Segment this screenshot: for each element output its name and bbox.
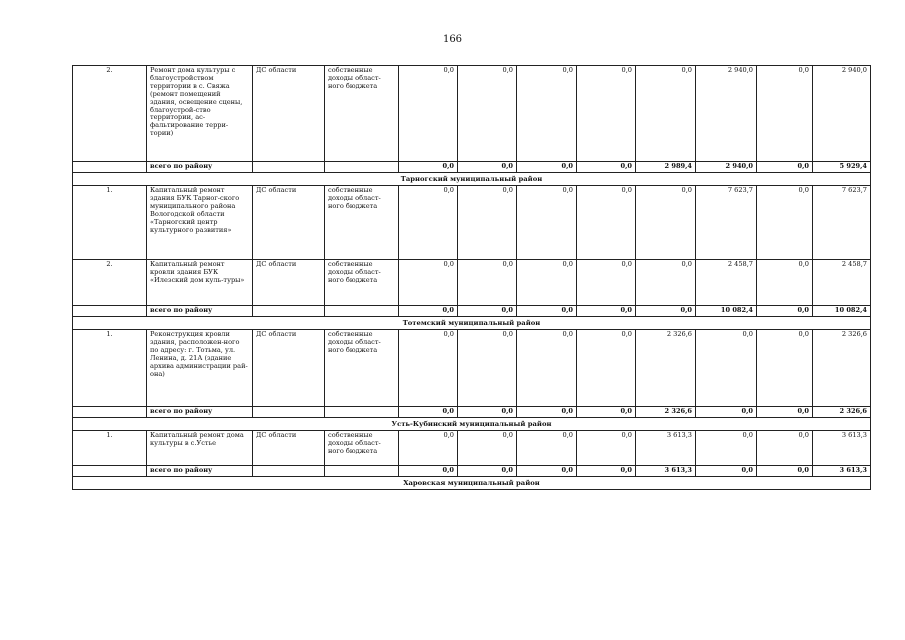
district-name: Усть-Кубинский муниципальный район bbox=[73, 418, 871, 431]
value-cell-6: 2 458,7 bbox=[696, 260, 757, 306]
value-cell-1: 0,0 bbox=[399, 260, 458, 306]
value-cell-2: 0,0 bbox=[458, 260, 517, 306]
customer: ДС области bbox=[253, 431, 325, 466]
project-name: Капитальный ремонт кровли здания БУК «Илезский дом куль-туры» bbox=[147, 260, 253, 306]
total-label: всего по району bbox=[147, 306, 253, 317]
funding-source: собственные доходы област-ного бюджета bbox=[325, 260, 399, 306]
district-name: Тотемский муниципальный район bbox=[73, 316, 871, 329]
total-value-1: 0,0 bbox=[399, 466, 458, 477]
total-value-3: 0,0 bbox=[517, 466, 577, 477]
district-header-row bbox=[73, 418, 871, 431]
value-cell-4: 0,0 bbox=[577, 330, 636, 407]
value-cell-5: 0,0 bbox=[636, 186, 696, 260]
district-total-row bbox=[73, 407, 871, 418]
project-name: Капитальный ремонт дома культуры в с.Устье bbox=[147, 431, 253, 466]
project-name: Капитальный ремонт здания БУК Тарног-ского муниципального района Вологодской области «Тарногский центр культурного развития» bbox=[147, 186, 253, 260]
row-number: 2. bbox=[73, 66, 147, 162]
customer: ДС области bbox=[253, 260, 325, 306]
total-value-2: 0,0 bbox=[458, 407, 517, 418]
table-row bbox=[73, 186, 871, 260]
value-cell-2: 0,0 bbox=[458, 186, 517, 260]
customer: ДС области bbox=[253, 330, 325, 407]
total-value-8: 5 929,4 bbox=[813, 162, 871, 173]
total-value-2: 0,0 bbox=[458, 466, 517, 477]
total-value-7: 0,0 bbox=[757, 306, 813, 317]
total-empty-cell bbox=[73, 306, 147, 317]
total-value-5: 2 989,4 bbox=[636, 162, 696, 173]
table-body bbox=[73, 66, 871, 490]
value-cell-4: 0,0 bbox=[577, 186, 636, 260]
value-cell-7: 0,0 bbox=[757, 431, 813, 466]
total-value-4: 0,0 bbox=[577, 407, 636, 418]
total-empty-cell bbox=[325, 466, 399, 477]
total-empty-cell bbox=[325, 162, 399, 173]
value-cell-4: 0,0 bbox=[577, 431, 636, 466]
total-value-7: 0,0 bbox=[757, 466, 813, 477]
total-empty-cell bbox=[325, 306, 399, 317]
value-cell-3: 0,0 bbox=[517, 260, 577, 306]
value-cell-6: 0,0 bbox=[696, 431, 757, 466]
table-row bbox=[73, 66, 871, 162]
value-cell-3: 0,0 bbox=[517, 431, 577, 466]
district-header-row bbox=[73, 477, 871, 490]
total-value-5: 3 613,3 bbox=[636, 466, 696, 477]
value-cell-2: 0,0 bbox=[458, 431, 517, 466]
total-value-6: 0,0 bbox=[696, 407, 757, 418]
table-row bbox=[73, 260, 871, 306]
value-cell-1: 0,0 bbox=[399, 330, 458, 407]
total-value-3: 0,0 bbox=[517, 306, 577, 317]
value-cell-5: 2 326,6 bbox=[636, 330, 696, 407]
total-value-4: 0,0 bbox=[577, 466, 636, 477]
customer: ДС области bbox=[253, 186, 325, 260]
district-header-row bbox=[73, 316, 871, 329]
total-empty-cell bbox=[73, 162, 147, 173]
total-value-2: 0,0 bbox=[458, 306, 517, 317]
value-cell-7: 0,0 bbox=[757, 330, 813, 407]
table-row bbox=[73, 431, 871, 466]
total-empty-cell bbox=[253, 306, 325, 317]
total-value-5: 0,0 bbox=[636, 306, 696, 317]
table-row bbox=[73, 330, 871, 407]
total-label: всего по району bbox=[147, 407, 253, 418]
value-cell-8: 7 623,7 bbox=[813, 186, 871, 260]
district-name: Харовская муниципальный район bbox=[73, 477, 871, 490]
total-value-4: 0,0 bbox=[577, 162, 636, 173]
total-value-1: 0,0 bbox=[399, 407, 458, 418]
total-empty-cell bbox=[325, 407, 399, 418]
total-value-5: 2 326,6 bbox=[636, 407, 696, 418]
total-empty-cell bbox=[253, 466, 325, 477]
total-value-7: 0,0 bbox=[757, 407, 813, 418]
value-cell-1: 0,0 bbox=[399, 186, 458, 260]
value-cell-7: 0,0 bbox=[757, 186, 813, 260]
customer: ДС области bbox=[253, 66, 325, 162]
total-empty-cell bbox=[253, 407, 325, 418]
value-cell-5: 0,0 bbox=[636, 66, 696, 162]
value-cell-6: 2 940,0 bbox=[696, 66, 757, 162]
total-value-1: 0,0 bbox=[399, 306, 458, 317]
total-value-2: 0,0 bbox=[458, 162, 517, 173]
value-cell-8: 2 326,6 bbox=[813, 330, 871, 407]
row-number: 1. bbox=[73, 330, 147, 407]
budget-table bbox=[72, 65, 871, 490]
value-cell-4: 0,0 bbox=[577, 66, 636, 162]
total-value-8: 3 613,3 bbox=[813, 466, 871, 477]
value-cell-7: 0,0 bbox=[757, 260, 813, 306]
total-value-3: 0,0 bbox=[517, 162, 577, 173]
funding-source: собственные доходы област-ного бюджета bbox=[325, 431, 399, 466]
funding-source: собственные доходы област-ного бюджета bbox=[325, 330, 399, 407]
value-cell-6: 7 623,7 bbox=[696, 186, 757, 260]
total-value-7: 0,0 bbox=[757, 162, 813, 173]
value-cell-8: 2 458,7 bbox=[813, 260, 871, 306]
district-total-row bbox=[73, 466, 871, 477]
value-cell-5: 3 613,3 bbox=[636, 431, 696, 466]
row-number: 1. bbox=[73, 431, 147, 466]
total-value-6: 2 940,0 bbox=[696, 162, 757, 173]
total-label: всего по району bbox=[147, 162, 253, 173]
district-name: Тарногский муниципальный район bbox=[73, 172, 871, 185]
value-cell-7: 0,0 bbox=[757, 66, 813, 162]
value-cell-8: 3 613,3 bbox=[813, 431, 871, 466]
total-value-4: 0,0 bbox=[577, 306, 636, 317]
value-cell-1: 0,0 bbox=[399, 66, 458, 162]
total-value-8: 2 326,6 bbox=[813, 407, 871, 418]
value-cell-3: 0,0 bbox=[517, 330, 577, 407]
total-value-1: 0,0 bbox=[399, 162, 458, 173]
value-cell-3: 0,0 bbox=[517, 66, 577, 162]
district-total-row bbox=[73, 162, 871, 173]
funding-source: собственные доходы област-ного бюджета bbox=[325, 186, 399, 260]
district-header-row bbox=[73, 172, 871, 185]
value-cell-2: 0,0 bbox=[458, 66, 517, 162]
total-value-3: 0,0 bbox=[517, 407, 577, 418]
total-empty-cell bbox=[253, 162, 325, 173]
district-total-row bbox=[73, 306, 871, 317]
total-empty-cell bbox=[73, 407, 147, 418]
value-cell-4: 0,0 bbox=[577, 260, 636, 306]
value-cell-6: 0,0 bbox=[696, 330, 757, 407]
value-cell-1: 0,0 bbox=[399, 431, 458, 466]
page-number: 166 bbox=[442, 34, 463, 45]
value-cell-5: 0,0 bbox=[636, 260, 696, 306]
total-label: всего по району bbox=[147, 466, 253, 477]
total-value-6: 10 082,4 bbox=[696, 306, 757, 317]
project-name: Реконструкция кровли здания, расположен-ного по адресу: г. Тотьма, ул. Ленина, д. 21А (здание архива администрации рай-она) bbox=[147, 330, 253, 407]
total-value-8: 10 082,4 bbox=[813, 306, 871, 317]
row-number: 1. bbox=[73, 186, 147, 260]
project-name: Ремонт дома культуры с благоустройством территории в с. Свяжа (ремонт помещений здания, освещение сцены, благоустрой-ство территории, ас-фальтирование терри-тории) bbox=[147, 66, 253, 162]
row-number: 2. bbox=[73, 260, 147, 306]
total-value-6: 0,0 bbox=[696, 466, 757, 477]
value-cell-2: 0,0 bbox=[458, 330, 517, 407]
funding-source: собственные доходы област-ного бюджета bbox=[325, 66, 399, 162]
total-empty-cell bbox=[73, 466, 147, 477]
value-cell-8: 2 940,0 bbox=[813, 66, 871, 162]
value-cell-3: 0,0 bbox=[517, 186, 577, 260]
